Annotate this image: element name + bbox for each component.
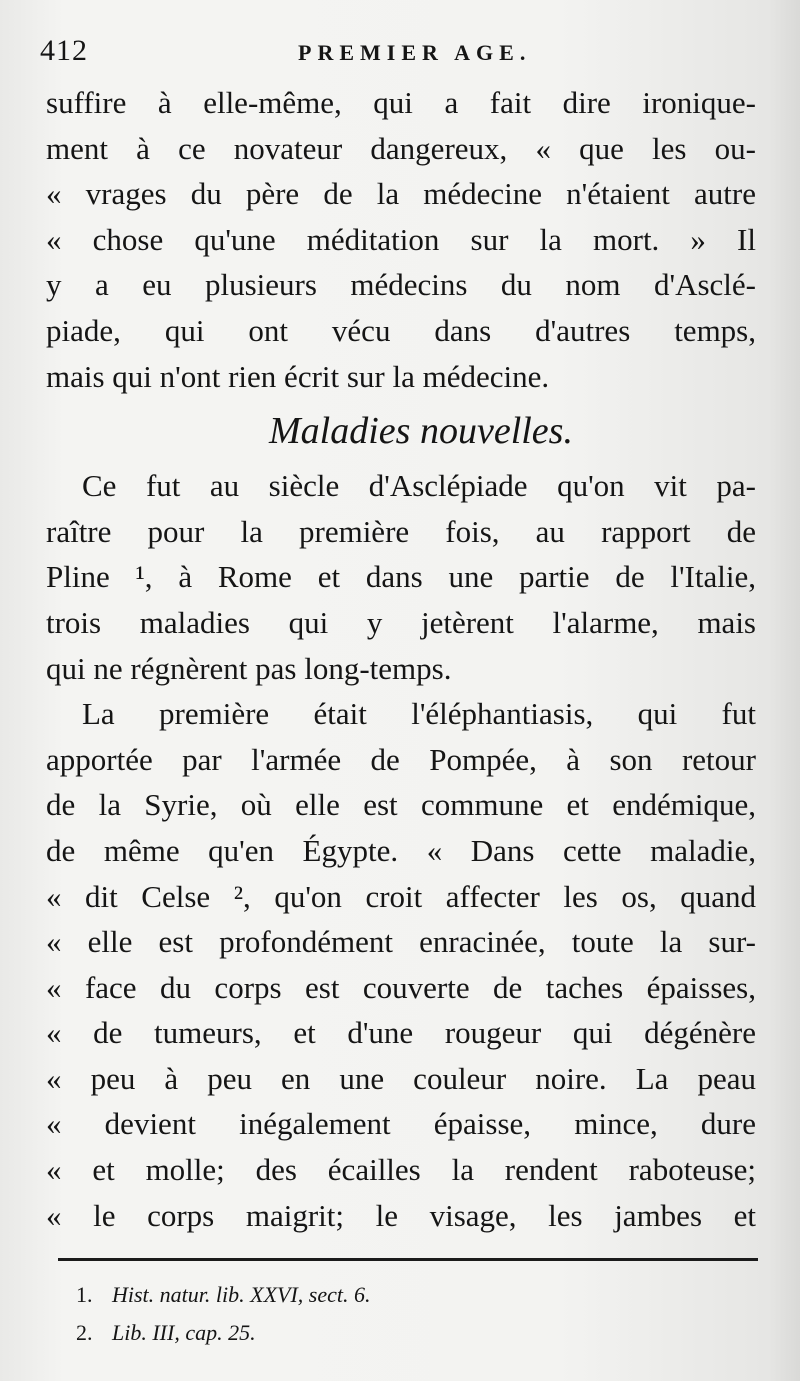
text-line: qui ne régnèrent pas long-temps. [46,650,452,686]
text-line: ment à ce novateur dangereux, « que les ou- [46,130,756,166]
text-line: « chose qu'une méditation sur la mort. » Il [46,221,756,257]
footnote-number: 1. [76,1282,93,1307]
text-line: mais qui n'ont rien écrit sur la médecine. [46,358,550,394]
text-line: « face du corps est couverte de taches épaisses, [46,969,756,1005]
text-line: suffire à elle-même, qui a fait dire ironique- [46,85,756,120]
text-line: piade, qui ont vécu dans d'autres temps, [46,312,756,348]
footnote-number: 2. [76,1320,93,1345]
text-line: « peu à peu en une couleur noire. La peau [46,1060,756,1096]
text-line: trois maladies qui y jetèrent l'alarme, mais [46,604,756,640]
running-head: PREMIER AGE. [298,40,532,65]
text-line: « et molle; des écailles la rendent raboteuse; [46,1152,756,1188]
footnotes [76,1276,756,1352]
page-header [40,34,760,74]
section-heading: Maladies nouvelles. [269,410,573,453]
text-line: de la Syrie, où elle est commune et endémique, [46,787,756,823]
text-line: Ce fut au siècle d'Asclépiade qu'on vit pa- [82,468,756,504]
footnote [76,1314,756,1352]
text-line: Pline ¹, à Rome et dans une partie de l'Italie, [46,559,756,595]
text-line: La première était l'éléphantiasis, qui fut [82,696,756,732]
footnote-text: Hist. natur. lib. XXVI, sect. 6. [112,1282,371,1307]
text-line: « dit Celse ², qu'on croit affecter les os, quand [46,878,756,914]
text-line: « devient inégalement épaisse, mince, dure [46,1106,756,1142]
text-line: « le corps maigrit; le visage, les jambes et [46,1197,756,1233]
text-line: de même qu'en Égypte. « Dans cette maladie, [46,832,756,868]
text-line: « de tumeurs, et d'une rougeur qui dégénère [46,1015,756,1051]
text-line: raître pour la première fois, au rapport de [46,513,756,549]
footnote-text: Lib. III, cap. 25. [112,1320,256,1345]
footnote-divider [58,1258,758,1261]
text-line: apportée par l'armée de Pompée, à son retour [46,741,756,777]
body-text [46,80,756,1238]
text-line: « vrages du père de la médecine n'étaient autre [46,176,756,212]
page-number: 412 [40,34,88,67]
text-line: « elle est profondément enracinée, toute la sur- [46,924,756,960]
footnote [76,1276,756,1314]
text-line: y a eu plusieurs médecins du nom d'Asclé- [46,267,756,303]
